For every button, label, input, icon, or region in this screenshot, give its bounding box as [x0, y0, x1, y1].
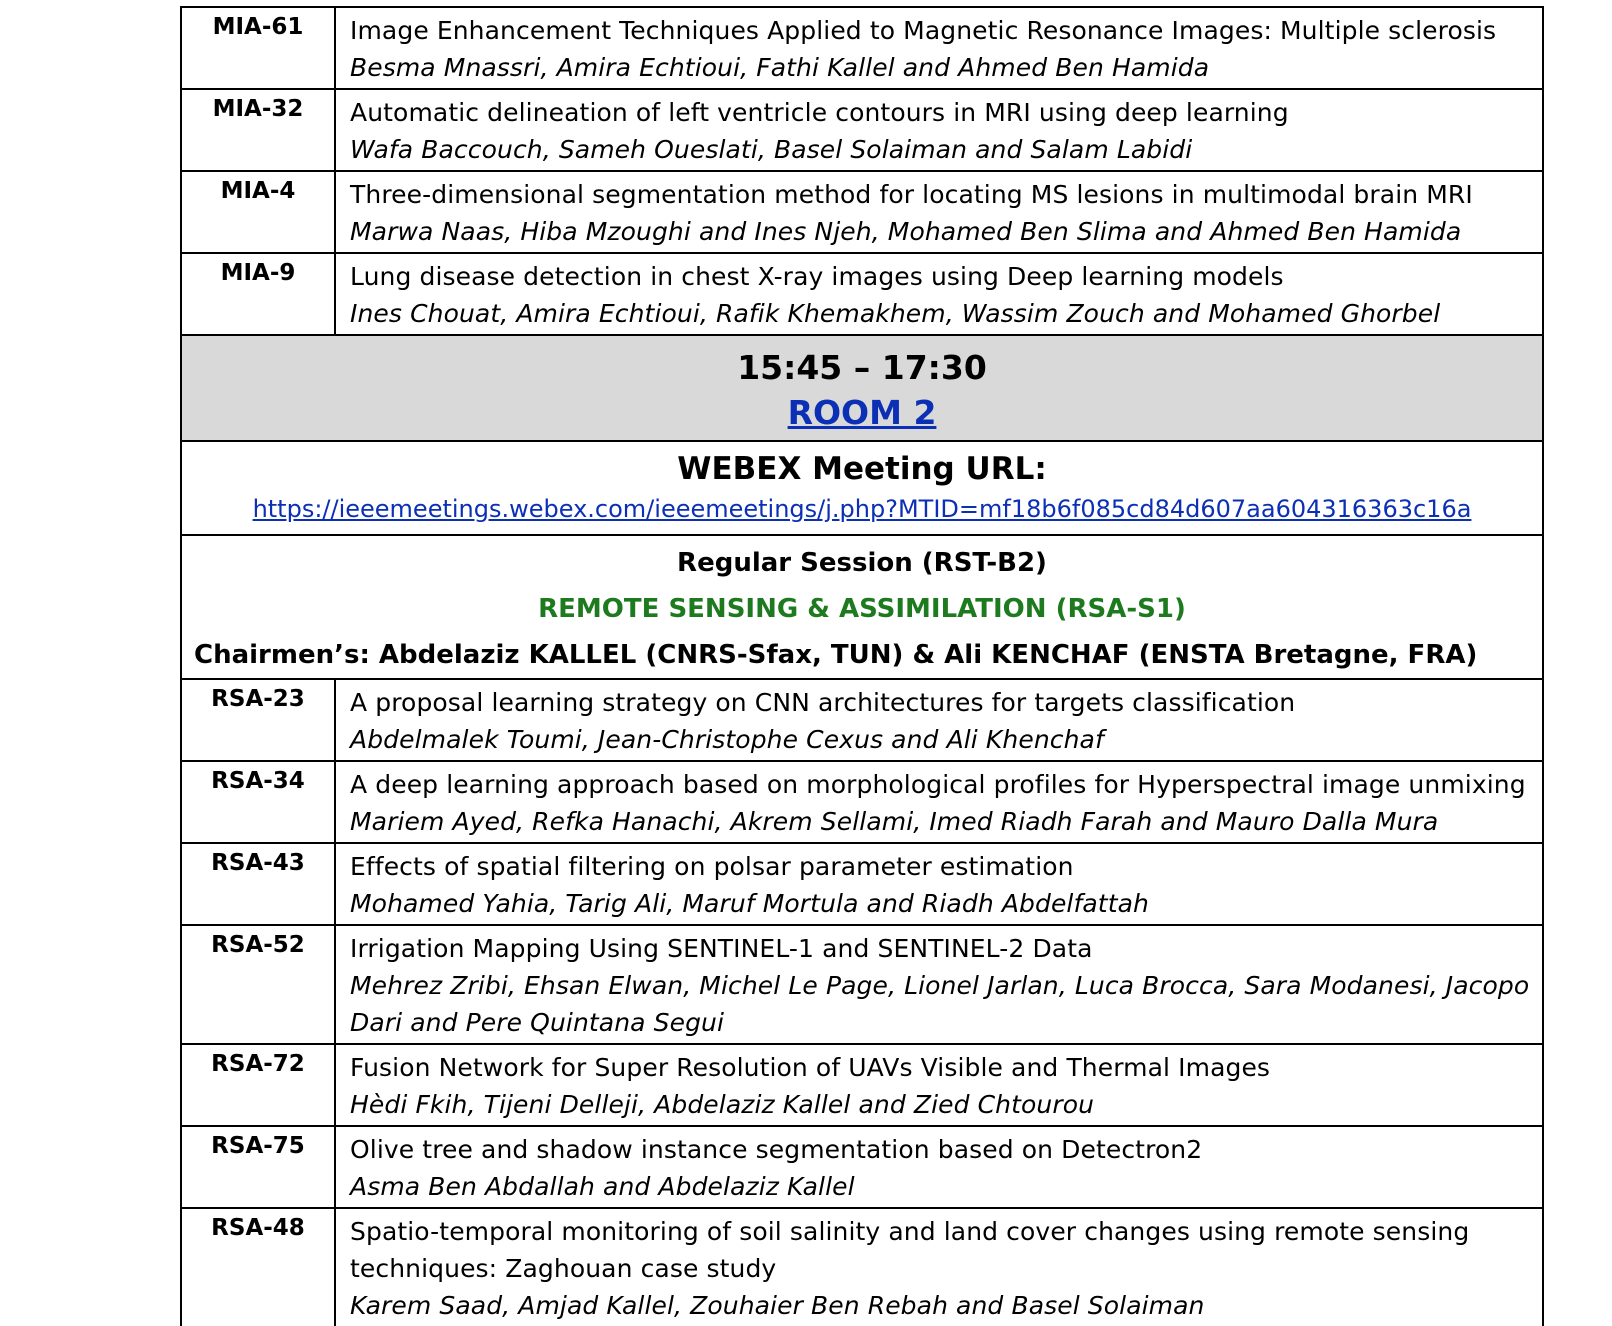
paper-code: RSA-23 — [182, 679, 335, 761]
paper-row — [182, 761, 1542, 843]
paper-row — [182, 171, 1542, 253]
paper-info — [335, 1208, 1542, 1326]
paper-row — [182, 253, 1542, 334]
paper-row — [182, 1044, 1542, 1126]
paper-title: Automatic delineation of left ventricle contours in MRI using deep learning — [350, 98, 1289, 127]
paper-title: Three-dimensional segmentation method for locating MS lesions in multimodal brain MRI — [350, 180, 1473, 209]
paper-info — [335, 679, 1542, 761]
paper-table-top — [182, 6, 1542, 334]
room-link[interactable]: ROOM 2 — [787, 393, 937, 432]
paper-row — [182, 89, 1542, 171]
paper-code: MIA-9 — [182, 253, 335, 334]
session-name: REMOTE SENSING & ASSIMILATION (RSA-S1) — [538, 594, 1186, 624]
paper-info — [335, 761, 1542, 843]
paper-authors: Marwa Naas, Hiba Mzoughi and Ines Njeh, Mohamed Ben Slima and Ahmed Ben Hamida — [350, 217, 1462, 246]
session-type: Regular Session (RST-B2) — [677, 548, 1047, 578]
paper-code: RSA-34 — [182, 761, 335, 843]
paper-code: RSA-43 — [182, 843, 335, 925]
paper-title: Olive tree and shadow instance segmentation based on Detectron2 — [350, 1135, 1203, 1164]
paper-row — [182, 1208, 1542, 1326]
paper-code: MIA-32 — [182, 89, 335, 171]
paper-row — [182, 843, 1542, 925]
program-page — [180, 6, 1544, 1326]
paper-list-top — [182, 7, 1542, 334]
paper-title: Fusion Network for Super Resolution of UAVs Visible and Thermal Images — [350, 1053, 1271, 1082]
paper-authors: Besma Mnassri, Amira Echtioui, Fathi Kallel and Ahmed Ben Hamida — [350, 53, 1210, 82]
paper-code: RSA-48 — [182, 1208, 335, 1326]
paper-table-bottom — [182, 678, 1542, 1326]
paper-info — [335, 843, 1542, 925]
paper-row — [182, 7, 1542, 89]
session-chairs: Chairmen’s: Abdelaziz KALLEL (CNRS-Sfax, TUN) & Ali KENCHAF (ENSTA Bretagne, FRA) — [194, 640, 1478, 670]
paper-title: Irrigation Mapping Using SENTINEL-1 and SENTINEL-2 Data — [350, 934, 1093, 963]
paper-row — [182, 925, 1542, 1044]
paper-info — [335, 89, 1542, 171]
paper-authors: Karem Saad, Amjad Kallel, Zouhaier Ben Rebah and Basel Solaiman — [350, 1291, 1205, 1320]
paper-info — [335, 1044, 1542, 1126]
paper-code: MIA-61 — [182, 7, 335, 89]
paper-info — [335, 253, 1542, 334]
paper-authors: Asma Ben Abdallah and Abdelaziz Kallel — [350, 1172, 855, 1201]
paper-authors: Wafa Baccouch, Sameh Oueslati, Basel Solaiman and Salam Labidi — [350, 135, 1193, 164]
time-slot-band — [182, 334, 1542, 440]
time-slot: 15:45 – 17:30 — [737, 348, 987, 387]
webex-url-link[interactable]: https://ieeemeetings.webex.com/ieeemeetings/j.php?MTID=mf18b6f085cd84d607aa604316363c16a — [252, 495, 1472, 523]
paper-code: RSA-52 — [182, 925, 335, 1044]
paper-info — [335, 925, 1542, 1044]
paper-authors: Mariem Ayed, Refka Hanachi, Akrem Sellami, Imed Riadh Farah and Mauro Dalla Mura — [350, 807, 1439, 836]
paper-row — [182, 1126, 1542, 1208]
paper-title: A deep learning approach based on morphological profiles for Hyperspectral image unmixing — [350, 770, 1526, 799]
paper-title: Lung disease detection in chest X-ray images using Deep learning models — [350, 262, 1284, 291]
paper-authors: Abdelmalek Toumi, Jean-Christophe Cexus and Ali Khenchaf — [350, 725, 1104, 754]
paper-title: Effects of spatial filtering on polsar parameter estimation — [350, 852, 1074, 881]
paper-authors: Mohamed Yahia, Tarig Ali, Maruf Mortula and Riadh Abdelfattah — [350, 889, 1149, 918]
paper-authors: Hèdi Fkih, Tijeni Delleji, Abdelaziz Kallel and Zied Chtourou — [350, 1090, 1095, 1119]
paper-info — [335, 171, 1542, 253]
paper-title: Image Enhancement Techniques Applied to Magnetic Resonance Images: Multiple sclerosis — [350, 16, 1497, 45]
paper-authors: Dari and Pere Quintana Segui — [350, 1008, 725, 1037]
paper-code: RSA-72 — [182, 1044, 335, 1126]
paper-authors: Ines Chouat, Amira Echtioui, Rafik Khemakhem, Wassim Zouch and Mohamed Ghorbel — [350, 299, 1441, 328]
paper-code: MIA-4 — [182, 171, 335, 253]
paper-list-bottom — [182, 679, 1542, 1326]
paper-row — [182, 679, 1542, 761]
webex-block — [182, 440, 1542, 534]
paper-info — [335, 1126, 1542, 1208]
paper-title: Spatio-temporal monitoring of soil salinity and land cover changes using remote sensing techniques: Zaghouan case study — [350, 1217, 1470, 1283]
paper-title: A proposal learning strategy on CNN architectures for targets classification — [350, 688, 1296, 717]
webex-title: WEBEX Meeting URL: — [677, 451, 1047, 487]
paper-info — [335, 7, 1542, 89]
session-header — [182, 534, 1542, 678]
paper-authors: Mehrez Zribi, Ehsan Elwan, Michel Le Page, Lionel Jarlan, Luca Brocca, Sara Modanesi, Jacopo — [350, 971, 1530, 1000]
paper-code: RSA-75 — [182, 1126, 335, 1208]
